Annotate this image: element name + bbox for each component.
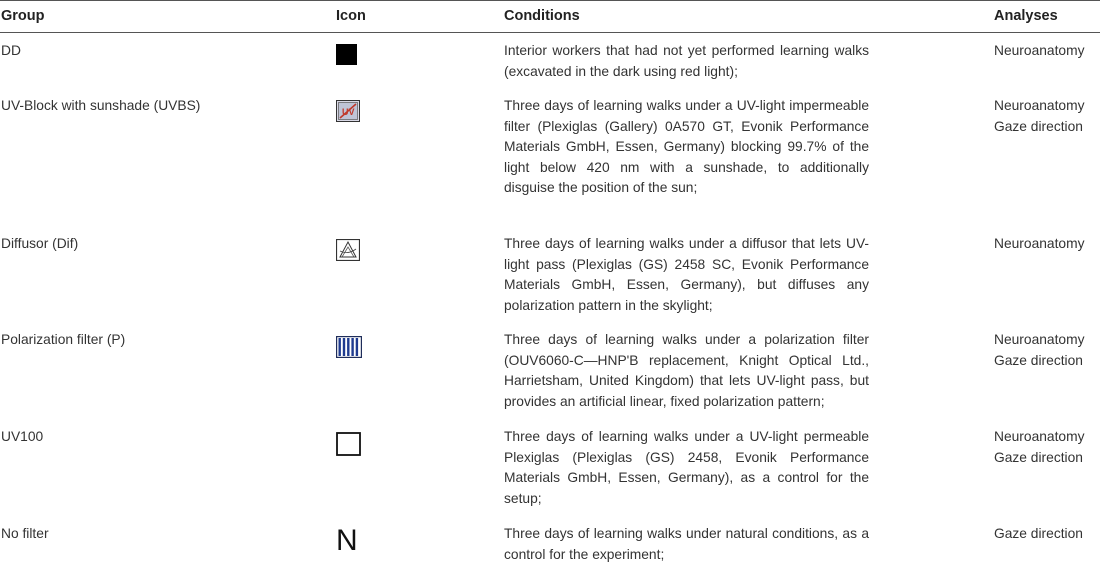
uv-label: UV (342, 107, 355, 117)
group-cell: DD (1, 43, 21, 58)
analysis-item: Gaze direction (994, 352, 1083, 368)
analyses-cell (994, 524, 1094, 545)
header-analyses: Analyses (994, 8, 1058, 24)
group-cell: Polarization filter (P) (1, 332, 126, 347)
empty-square-icon (336, 432, 358, 454)
analysis-item: Gaze direction (994, 118, 1083, 134)
analysis-item: Neuroanatomy (994, 236, 1085, 251)
diffusor-icon (336, 239, 358, 261)
analyses-cell (994, 96, 1094, 137)
group-cell: UV-Block with sunshade (UVBS) (1, 98, 201, 113)
analyses-cell (994, 330, 1094, 371)
analysis-item: Gaze direction (994, 526, 1083, 541)
analyses-cell (994, 41, 1094, 62)
header-conditions: Conditions (504, 8, 580, 24)
analyses-cell (994, 427, 1094, 468)
group-cell: No filter (1, 526, 49, 541)
conditions-cell: Three days of learning walks under a UV-light permeable Plexiglas (Plexiglas (GS) 2458, Evonik Performance Materials GmbH, Essen, Germany), as a control for the setup; (504, 429, 869, 506)
analysis-item: Neuroanatomy (994, 332, 1085, 347)
table-header (0, 0, 1100, 33)
header-icon: Icon (336, 8, 366, 24)
analyses-cell (994, 234, 1094, 255)
letter-n-icon (336, 524, 362, 560)
filled-square-icon (336, 44, 358, 66)
conditions-cell: Three days of learning walks under a UV-light impermeable filter (Plexiglas (Gallery) 0A570 GT, Evonik Performance Materials GmbH, Essen, Germany) blocking 99.7% of the light below 420 nm with a sunshade, to additionally disguise the position of the sun; (504, 98, 869, 196)
conditions-cell: Three days of learning walks under a polarization filter (OUV6060-C—HNP'B replacement, Knight Optical Ltd., Harrietsham, United Kingdom) that lets UV-light pass, but provides an artificial linear, fixed polarization pattern; (504, 332, 869, 409)
analysis-item: Neuroanatomy (994, 43, 1085, 58)
polarization-filter-icon (336, 336, 358, 358)
uv-block-sunshade-icon (336, 100, 358, 122)
header-group: Group (1, 8, 45, 24)
letter-n-glyph: N (336, 524, 358, 557)
analysis-item: Neuroanatomy (994, 98, 1085, 113)
analysis-item: Gaze direction (994, 449, 1083, 465)
conditions-cell: Three days of learning walks under natural conditions, as a control for the experiment; (504, 526, 869, 562)
group-cell: Diffusor (Dif) (1, 236, 79, 251)
group-cell: UV100 (1, 429, 44, 444)
analysis-item: Neuroanatomy (994, 429, 1085, 444)
conditions-cell: Interior workers that had not yet performed learning walks (excavated in the dark using red light); (504, 43, 869, 79)
conditions-cell: Three days of learning walks under a diffusor that lets UV-light pass (Plexiglas (GS) 2458 SC, Evonik Performance Materials GmbH, Essen, Germany), but diffuses any polarization pattern in the skylight; (504, 236, 869, 313)
